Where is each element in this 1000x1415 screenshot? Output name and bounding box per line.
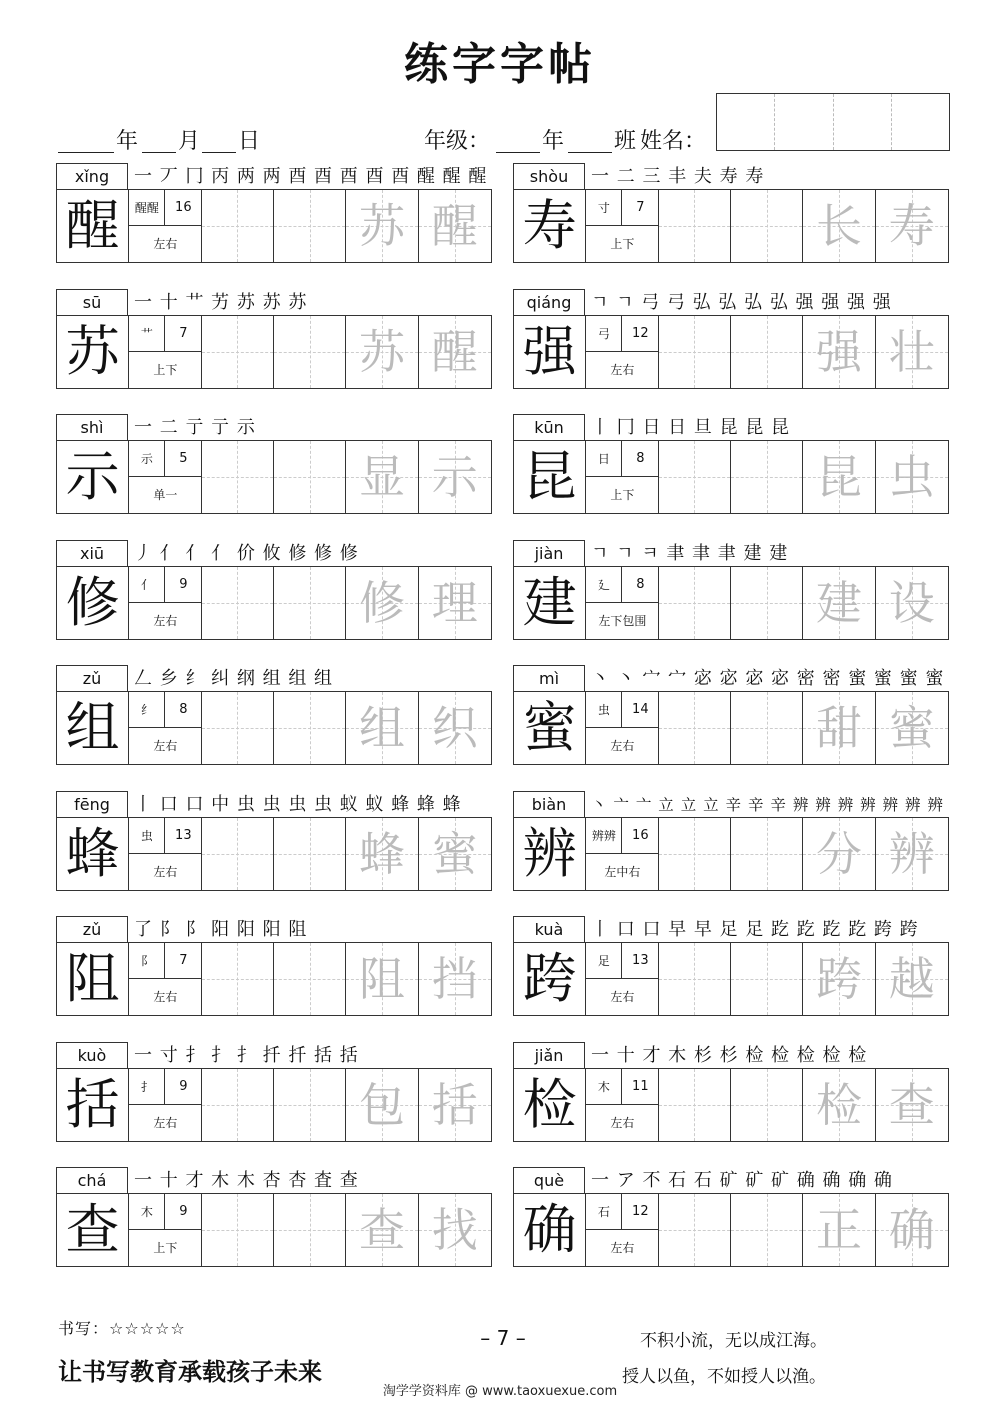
ghost-char-1: 修 bbox=[358, 575, 405, 630]
char-card bbox=[513, 791, 949, 895]
stroke-count: 11 bbox=[622, 1069, 658, 1105]
ghost-char-2: 括 bbox=[431, 1077, 478, 1132]
practice-cell[interactable] bbox=[659, 190, 731, 262]
char-card bbox=[56, 163, 492, 267]
ghost-char[interactable] bbox=[876, 1194, 948, 1266]
pinyin: zǔ bbox=[56, 916, 128, 942]
month-blank[interactable] bbox=[142, 130, 176, 153]
ghost-char-1: 强 bbox=[815, 324, 862, 379]
stroke-count: 8 bbox=[622, 567, 658, 603]
site-credit: 淘学学资料库 @ www.taoxuexue.com bbox=[382, 1384, 618, 1399]
structure: 左右 bbox=[153, 1115, 178, 1130]
practice-cell[interactable] bbox=[274, 1069, 346, 1141]
ghost-char[interactable] bbox=[803, 1069, 875, 1141]
stroke-order: 一 二 亍 亍 示 bbox=[134, 417, 256, 438]
main-char: 蜜 bbox=[514, 692, 586, 764]
radical: 辨辨 bbox=[586, 818, 622, 854]
ghost-char[interactable] bbox=[876, 1069, 948, 1141]
ghost-char[interactable] bbox=[419, 818, 491, 890]
pinyin: chá bbox=[56, 1167, 128, 1193]
stroke-order: 了 阝 阝 阳 阳 阳 阻 bbox=[134, 919, 308, 940]
practice-cell[interactable] bbox=[202, 1194, 274, 1266]
main-char: 昆 bbox=[514, 441, 586, 513]
ghost-char-1: 跨 bbox=[815, 952, 862, 1006]
stroke-order: 一 ア 不 石 石 矿 矿 矿 确 确 确 确 bbox=[591, 1170, 893, 1191]
radical: 石 bbox=[586, 1194, 622, 1230]
practice-cell[interactable] bbox=[202, 943, 274, 1015]
practice-grid bbox=[513, 315, 949, 389]
ghost-char[interactable] bbox=[346, 567, 418, 639]
practice-grid bbox=[513, 817, 949, 891]
ghost-char[interactable] bbox=[346, 692, 418, 764]
stroke-count: 7 bbox=[165, 943, 201, 979]
char-card bbox=[513, 540, 949, 644]
practice-cell[interactable] bbox=[659, 692, 731, 764]
char-info bbox=[586, 692, 658, 764]
stroke-order: ㄱ ㄱ 弓 弓 弘 弘 弘 弘 强 强 强 强 bbox=[591, 291, 892, 313]
ghost-char[interactable] bbox=[419, 441, 491, 513]
practice-cell[interactable] bbox=[731, 1194, 803, 1266]
radical: 阝 bbox=[129, 943, 165, 979]
pinyin: xǐng bbox=[56, 163, 128, 189]
structure: 左右 bbox=[610, 362, 635, 377]
ghost-char-2: 挡 bbox=[431, 952, 478, 1006]
practice-cell[interactable] bbox=[659, 441, 731, 513]
structure: 上下 bbox=[610, 237, 635, 251]
ghost-char[interactable] bbox=[419, 190, 491, 262]
practice-cell[interactable] bbox=[274, 1194, 346, 1266]
stroke-count: 9 bbox=[165, 1194, 201, 1230]
stroke-count: 12 bbox=[622, 1194, 658, 1230]
practice-cell[interactable] bbox=[274, 567, 346, 639]
year-label: 年 bbox=[116, 129, 139, 154]
main-char: 强 bbox=[514, 316, 586, 388]
month-label: 月 bbox=[178, 129, 201, 154]
radical: 纟 bbox=[129, 692, 165, 728]
char-info bbox=[586, 190, 658, 262]
ghost-char-2: 织 bbox=[431, 701, 478, 755]
pinyin: sū bbox=[56, 289, 128, 315]
radical: 虫 bbox=[586, 692, 622, 728]
ghost-char[interactable] bbox=[876, 943, 948, 1015]
ghost-char-2: 醒 bbox=[431, 324, 478, 379]
stroke-order: 𠃋 乡 纟 纠 纲 组 组 组 bbox=[134, 668, 334, 689]
ghost-char[interactable] bbox=[803, 818, 875, 890]
practice-grid bbox=[513, 691, 949, 765]
stroke-count: 13 bbox=[165, 818, 201, 854]
pinyin: què bbox=[513, 1167, 585, 1193]
radical: 示 bbox=[129, 441, 165, 477]
structure: 上下 bbox=[610, 488, 635, 502]
practice-cell[interactable] bbox=[274, 316, 346, 388]
practice-grid bbox=[513, 942, 949, 1016]
ghost-char[interactable] bbox=[346, 818, 418, 890]
ghost-char-1: 显 bbox=[358, 450, 405, 504]
ghost-char-2: 找 bbox=[431, 1203, 478, 1257]
radical: 弓 bbox=[586, 316, 622, 352]
stroke-order: 一 十 才 木 杉 杉 检 检 检 检 检 bbox=[591, 1044, 868, 1066]
radical: 木 bbox=[586, 1069, 622, 1105]
char-card bbox=[513, 414, 949, 518]
ghost-char-2: 示 bbox=[431, 450, 478, 504]
practice-cell[interactable] bbox=[659, 1194, 731, 1266]
practice-cell[interactable] bbox=[731, 441, 803, 513]
grade-year-label: 年 bbox=[542, 129, 565, 154]
practice-grid bbox=[56, 1068, 492, 1142]
main-char: 蜂 bbox=[57, 818, 129, 890]
ghost-char[interactable] bbox=[346, 1194, 418, 1266]
char-info bbox=[586, 943, 658, 1015]
ghost-char-1: 分 bbox=[815, 826, 862, 881]
structure: 上下 bbox=[153, 362, 178, 377]
char-info bbox=[129, 1069, 201, 1141]
slogan: 让书写教育承载孩子未来 bbox=[58, 1358, 322, 1386]
practice-grid bbox=[56, 942, 492, 1016]
structure: 上下 bbox=[153, 1241, 178, 1255]
ghost-char-2: 蜜 bbox=[431, 826, 478, 881]
pinyin: zǔ bbox=[56, 665, 128, 691]
ghost-char[interactable] bbox=[346, 441, 418, 513]
practice-cell[interactable] bbox=[274, 441, 346, 513]
day-label: 日 bbox=[238, 129, 261, 154]
stroke-order: 一 寸 扌 扌 扌 扦 扦 括 括 bbox=[134, 1044, 359, 1066]
ghost-char-1: 正 bbox=[815, 1203, 862, 1257]
practice-grid bbox=[56, 1193, 492, 1267]
char-info bbox=[586, 316, 658, 388]
ghost-char[interactable] bbox=[803, 567, 875, 639]
char-card bbox=[513, 1042, 949, 1146]
char-card bbox=[56, 289, 492, 393]
structure: 左下包围 bbox=[598, 613, 647, 628]
ghost-char-1: 建 bbox=[815, 575, 862, 630]
main-char: 阻 bbox=[57, 943, 129, 1015]
char-card bbox=[56, 916, 492, 1020]
structure: 左右 bbox=[610, 1241, 635, 1255]
ghost-char-1: 阻 bbox=[358, 952, 405, 1006]
char-card bbox=[513, 289, 949, 393]
ghost-char[interactable] bbox=[876, 567, 948, 639]
main-char: 查 bbox=[57, 1194, 129, 1266]
stroke-count: 9 bbox=[165, 1069, 201, 1105]
main-char: 辨 bbox=[514, 818, 586, 890]
char-info bbox=[129, 943, 201, 1015]
pinyin: kuò bbox=[56, 1042, 128, 1068]
ghost-char-2: 蜜 bbox=[888, 701, 935, 755]
char-card bbox=[513, 163, 949, 267]
char-card bbox=[56, 791, 492, 895]
char-info bbox=[129, 818, 201, 890]
char-card bbox=[56, 1167, 492, 1271]
practice-cell[interactable] bbox=[274, 692, 346, 764]
page-number: – 7 – bbox=[480, 1326, 526, 1350]
structure: 左右 bbox=[153, 613, 178, 628]
grade-blank[interactable] bbox=[496, 130, 540, 153]
char-info bbox=[129, 567, 201, 639]
stroke-order: 一 十 才 木 木 杏 杏 査 查 bbox=[134, 1170, 359, 1191]
pinyin: jiàn bbox=[513, 540, 585, 566]
main-char: 苏 bbox=[57, 316, 129, 388]
radical: 足 bbox=[586, 943, 622, 979]
stroke-order: 丶 丶 宀 宀 宓 宓 宓 宓 密 密 蜜 蜜 蜜 蜜 bbox=[591, 668, 945, 689]
ghost-char-1: 甜 bbox=[815, 701, 862, 755]
stroke-count: 13 bbox=[622, 943, 658, 979]
ghost-char[interactable] bbox=[803, 1194, 875, 1266]
stroke-count: 14 bbox=[622, 692, 658, 728]
radical: 廴 bbox=[586, 567, 622, 603]
practice-cell[interactable] bbox=[731, 567, 803, 639]
ghost-char[interactable] bbox=[803, 190, 875, 262]
ghost-char[interactable] bbox=[346, 316, 418, 388]
ghost-char-1: 蜂 bbox=[358, 826, 405, 881]
radical: 虫 bbox=[129, 818, 165, 854]
rating: 书写：☆☆☆☆☆ bbox=[58, 1319, 186, 1338]
ghost-char-1: 长 bbox=[815, 199, 862, 253]
practice-grid bbox=[56, 566, 492, 640]
ghost-char[interactable] bbox=[419, 1069, 491, 1141]
ghost-char[interactable] bbox=[419, 692, 491, 764]
ghost-char[interactable] bbox=[346, 190, 418, 262]
practice-cell[interactable] bbox=[274, 818, 346, 890]
char-info bbox=[129, 1194, 201, 1266]
structure: 左右 bbox=[153, 990, 178, 1004]
stroke-count: 12 bbox=[622, 316, 658, 352]
stroke-count: 8 bbox=[622, 441, 658, 477]
ghost-char[interactable] bbox=[876, 441, 948, 513]
ghost-char-2: 越 bbox=[888, 952, 935, 1006]
name-grid[interactable] bbox=[716, 93, 950, 151]
practice-cell[interactable] bbox=[731, 190, 803, 262]
practice-grid bbox=[513, 1193, 949, 1267]
stroke-order: 丨 口 口 早 早 足 足 趷 趷 趷 趷 跨 跨 bbox=[591, 919, 919, 940]
char-info bbox=[586, 1194, 658, 1266]
stroke-count: 5 bbox=[165, 441, 201, 477]
main-char: 修 bbox=[57, 567, 129, 639]
ghost-char-2: 设 bbox=[888, 575, 935, 630]
ghost-char[interactable] bbox=[803, 316, 875, 388]
class-label: 班 bbox=[614, 129, 637, 154]
stroke-order: 一 丆 冂 丙 两 两 酉 酉 酉 酉 酉 醒 醒 醒 bbox=[134, 166, 488, 187]
ghost-char-1: 包 bbox=[358, 1077, 405, 1132]
stroke-order: 一 十 艹 艻 苏 苏 苏 bbox=[134, 291, 308, 313]
radical: 亻 bbox=[129, 567, 165, 603]
proverb-1: 不积小流，无以成江海。 bbox=[640, 1331, 827, 1351]
pinyin: xiū bbox=[56, 540, 128, 566]
ghost-char-2: 寿 bbox=[888, 199, 935, 253]
practice-grid bbox=[56, 817, 492, 891]
practice-cell[interactable] bbox=[731, 692, 803, 764]
practice-grid bbox=[56, 315, 492, 389]
ghost-char[interactable] bbox=[419, 316, 491, 388]
structure: 左右 bbox=[610, 1115, 635, 1130]
practice-cell[interactable] bbox=[202, 1069, 274, 1141]
practice-cell[interactable] bbox=[202, 190, 274, 262]
ghost-char[interactable] bbox=[876, 316, 948, 388]
practice-cell[interactable] bbox=[659, 567, 731, 639]
ghost-char-1: 组 bbox=[358, 701, 405, 755]
char-info bbox=[586, 441, 658, 513]
structure: 左右 bbox=[610, 739, 635, 753]
char-card bbox=[56, 1042, 492, 1146]
main-char: 醒 bbox=[57, 190, 129, 262]
grade-label: 年级： bbox=[424, 129, 491, 154]
char-info bbox=[586, 567, 658, 639]
practice-cell[interactable] bbox=[202, 567, 274, 639]
ghost-char-2: 理 bbox=[431, 575, 478, 630]
ghost-char-2: 查 bbox=[888, 1077, 935, 1132]
ghost-char-2: 壮 bbox=[888, 324, 935, 379]
ghost-char[interactable] bbox=[876, 818, 948, 890]
main-char: 示 bbox=[57, 441, 129, 513]
main-char: 跨 bbox=[514, 943, 586, 1015]
pinyin: biàn bbox=[513, 791, 585, 817]
practice-cell[interactable] bbox=[659, 1069, 731, 1141]
char-card bbox=[56, 414, 492, 518]
char-card bbox=[56, 540, 492, 644]
ghost-char[interactable] bbox=[803, 692, 875, 764]
practice-grid bbox=[56, 189, 492, 263]
ghost-char[interactable] bbox=[876, 692, 948, 764]
main-char: 建 bbox=[514, 567, 586, 639]
radical: 艹 bbox=[129, 316, 165, 352]
proverb-2: 授人以鱼，不如授人以渔。 bbox=[622, 1367, 826, 1387]
ghost-char-1: 检 bbox=[815, 1077, 862, 1132]
char-card bbox=[513, 916, 949, 1020]
char-info bbox=[129, 190, 201, 262]
practice-cell[interactable] bbox=[202, 818, 274, 890]
main-char: 寿 bbox=[514, 190, 586, 262]
char-card bbox=[56, 665, 492, 769]
stroke-order: 丿 亻 亻 亻 价 攸 修 修 修 bbox=[134, 542, 359, 564]
radical: 醒醒 bbox=[129, 190, 165, 226]
structure: 左右 bbox=[153, 237, 178, 251]
pinyin: shì bbox=[56, 414, 128, 440]
ghost-char[interactable] bbox=[346, 943, 418, 1015]
practice-grid bbox=[513, 566, 949, 640]
stroke-order: 丶 亠 亠 立 立 立 辛 辛 辛 辨 辨 辨 辨 辨 辨 辨 bbox=[591, 795, 944, 814]
practice-cell[interactable] bbox=[659, 818, 731, 890]
radical: 扌 bbox=[129, 1069, 165, 1105]
char-info bbox=[586, 1069, 658, 1141]
main-char: 组 bbox=[57, 692, 129, 764]
practice-grid bbox=[513, 1068, 949, 1142]
ghost-char[interactable] bbox=[803, 441, 875, 513]
main-char: 检 bbox=[514, 1069, 586, 1141]
practice-cell[interactable] bbox=[202, 692, 274, 764]
char-info bbox=[586, 818, 658, 890]
stroke-order: 丨 冂 日 日 旦 昆 昆 昆 bbox=[591, 417, 791, 438]
stroke-count: 16 bbox=[165, 190, 201, 226]
ghost-char-2: 虫 bbox=[888, 450, 935, 504]
radical: 寸 bbox=[586, 190, 622, 226]
practice-cell[interactable] bbox=[731, 943, 803, 1015]
name-label: 姓名： bbox=[640, 129, 707, 154]
practice-cell[interactable] bbox=[731, 818, 803, 890]
ghost-char[interactable] bbox=[876, 190, 948, 262]
stroke-count: 7 bbox=[622, 190, 658, 226]
structure: 左右 bbox=[153, 864, 178, 879]
practice-grid bbox=[513, 440, 949, 514]
main-char: 括 bbox=[57, 1069, 129, 1141]
char-card bbox=[513, 665, 949, 769]
ghost-char-1: 查 bbox=[358, 1203, 405, 1257]
pinyin: fēng bbox=[56, 791, 128, 817]
ghost-char[interactable] bbox=[419, 1194, 491, 1266]
pinyin: shòu bbox=[513, 163, 585, 189]
practice-cell[interactable] bbox=[731, 1069, 803, 1141]
radical: 日 bbox=[586, 441, 622, 477]
ghost-char-1: 苏 bbox=[358, 199, 405, 253]
practice-cell[interactable] bbox=[659, 316, 731, 388]
practice-cell[interactable] bbox=[202, 316, 274, 388]
pinyin: kūn bbox=[513, 414, 585, 440]
ghost-char-1: 昆 bbox=[815, 450, 862, 504]
stroke-order: 一 二 三 丰 夫 寿 寿 bbox=[591, 166, 765, 187]
practice-cell[interactable] bbox=[659, 943, 731, 1015]
ghost-char-1: 苏 bbox=[358, 324, 405, 379]
pinyin: jiǎn bbox=[513, 1042, 585, 1068]
practice-cell[interactable] bbox=[274, 190, 346, 262]
class-blank[interactable] bbox=[568, 130, 612, 153]
ghost-char[interactable] bbox=[419, 567, 491, 639]
stroke-count: 7 bbox=[165, 316, 201, 352]
ghost-char-2: 醒 bbox=[431, 199, 478, 253]
ghost-char[interactable] bbox=[803, 943, 875, 1015]
practice-grid bbox=[56, 440, 492, 514]
pinyin: mì bbox=[513, 665, 585, 691]
structure: 左右 bbox=[610, 990, 635, 1004]
ghost-char[interactable] bbox=[346, 1069, 418, 1141]
structure: 左右 bbox=[153, 739, 178, 753]
practice-cell[interactable] bbox=[202, 441, 274, 513]
structure: 左中右 bbox=[604, 864, 641, 879]
pinyin: qiáng bbox=[513, 289, 585, 315]
practice-grid bbox=[56, 691, 492, 765]
page-title: 练字字帖 bbox=[404, 39, 596, 90]
char-info bbox=[129, 441, 201, 513]
char-card bbox=[513, 1167, 949, 1271]
practice-grid bbox=[513, 189, 949, 263]
char-info bbox=[129, 692, 201, 764]
stroke-count: 16 bbox=[622, 818, 658, 854]
practice-cell[interactable] bbox=[274, 943, 346, 1015]
stroke-order: 丨 口 口 中 虫 虫 虫 虫 蚁 蚁 蜂 蜂 蜂 bbox=[134, 793, 462, 815]
day-blank[interactable] bbox=[202, 130, 236, 153]
ghost-char-2: 确 bbox=[888, 1203, 935, 1257]
page-number-value: 7 bbox=[496, 1326, 510, 1350]
ghost-char[interactable] bbox=[419, 943, 491, 1015]
stroke-order: ㄱ ㄱ ㅋ 聿 聿 聿 建 建 bbox=[591, 542, 789, 564]
stroke-count: 9 bbox=[165, 567, 201, 603]
year-blank[interactable] bbox=[58, 130, 114, 153]
structure: 单一 bbox=[153, 488, 178, 502]
pinyin: kuà bbox=[513, 916, 585, 942]
ghost-char-2: 辨 bbox=[888, 826, 935, 881]
main-char: 确 bbox=[514, 1194, 586, 1266]
stroke-count: 8 bbox=[165, 692, 201, 728]
radical: 木 bbox=[129, 1194, 165, 1230]
practice-cell[interactable] bbox=[731, 316, 803, 388]
char-info bbox=[129, 316, 201, 388]
